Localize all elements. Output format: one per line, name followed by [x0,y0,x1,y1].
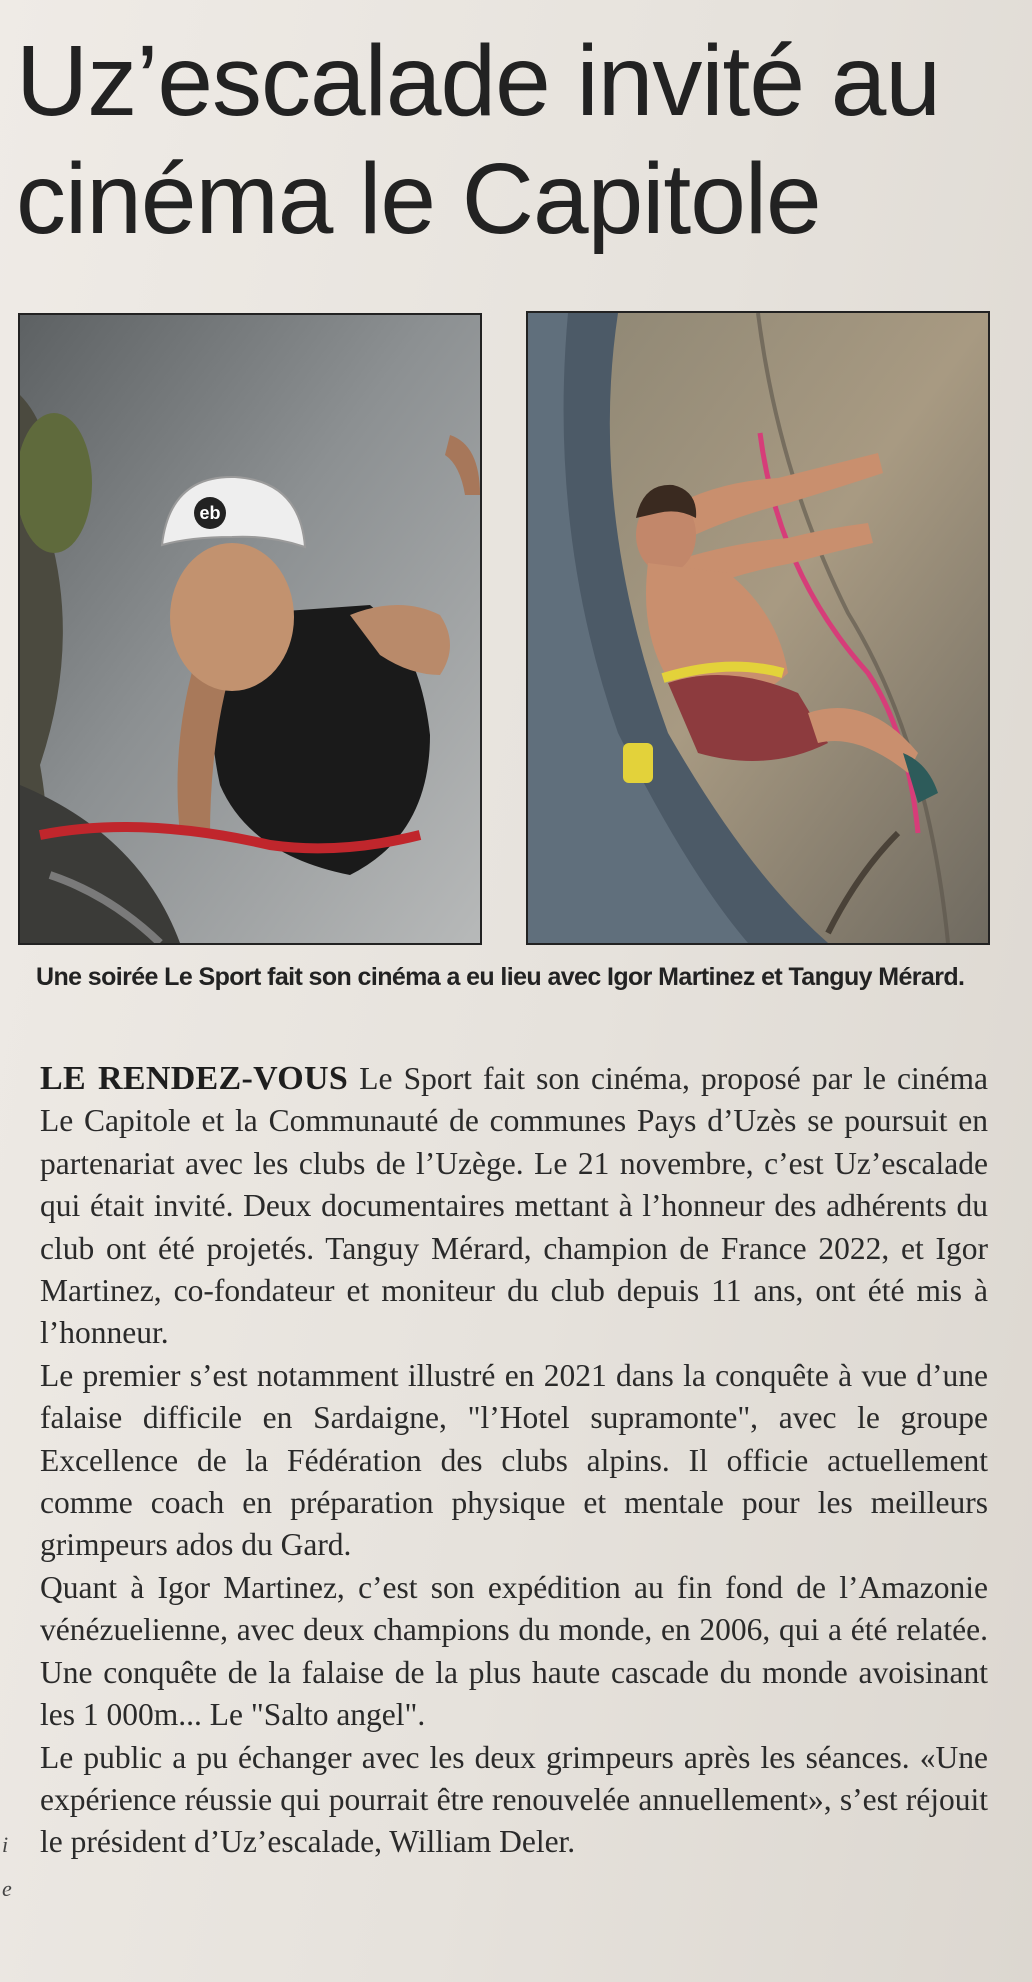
lead-in: LE RENDEZ-VOUS [40,1060,349,1097]
article-body [40,1058,988,1864]
photo-igor-martinez [18,313,482,945]
article-paragraph-4: Le public a pu échanger avec les deux grimpeurs après les séances. «Une expérience réussie qui pourrait être renouvelée annuellement», s’est réjouit le président d’Uz’escalade, William Deler. [40,1739,988,1860]
climber-rock-photo [528,313,988,943]
photo-tanguy-merard [526,311,990,945]
svg-text:eb: eb [199,503,221,523]
article-paragraph-1: LE RENDEZ-VOUS Le Sport fait son cinéma, proposé par le cinéma Le Capitole et la Communauté de communes Pays d’Uzès se poursuit en partenariat avec les clubs de l’Uzège. Le 21 novembre, c’est Uz’escalade qui était invité. Deux documentaires mettant à l’honneur des adhérents du club ont été projetés. Tanguy Mérard, champion de France 2022, et Igor Martinez, co-fondateur et moniteur du club depuis 11 ans, ont été mis à l’honneur. [40,1060,989,1351]
climber-helmet-photo [20,315,480,943]
margin-letter: i [2,1832,9,1857]
article-paragraph-2: Le premier s’est notamment illustré en 2021 dans la conquête à vue d’une falaise difficile en Sardaigne, "l’Hotel supramonte", avec le groupe Excellence de la Fédération des clubs alpins. Il officie actuellement comme coach en préparation physique et mentale pour les meilleurs grimpeurs ados du Gard. [40,1357,988,1563]
photo-caption: Une soirée Le Sport fait son cinéma a eu lieu avec Igor Martinez et Tanguy Mérard. [36,963,965,991]
article-paragraph-3: Quant à Igor Martinez, c’est son expédition au fin fond de l’Amazonie vénézuelienne, avec deux champions du monde, en 2006, qui a été relatée. Une conquête de la falaise de la plus haute cascade du monde avoisinant les 1 000m... Le "Salto angel". [40,1569,988,1733]
article-headline: Uz’escalade invité au cinéma le Capitole [16,25,940,255]
margin-letter: e [2,1876,12,1901]
